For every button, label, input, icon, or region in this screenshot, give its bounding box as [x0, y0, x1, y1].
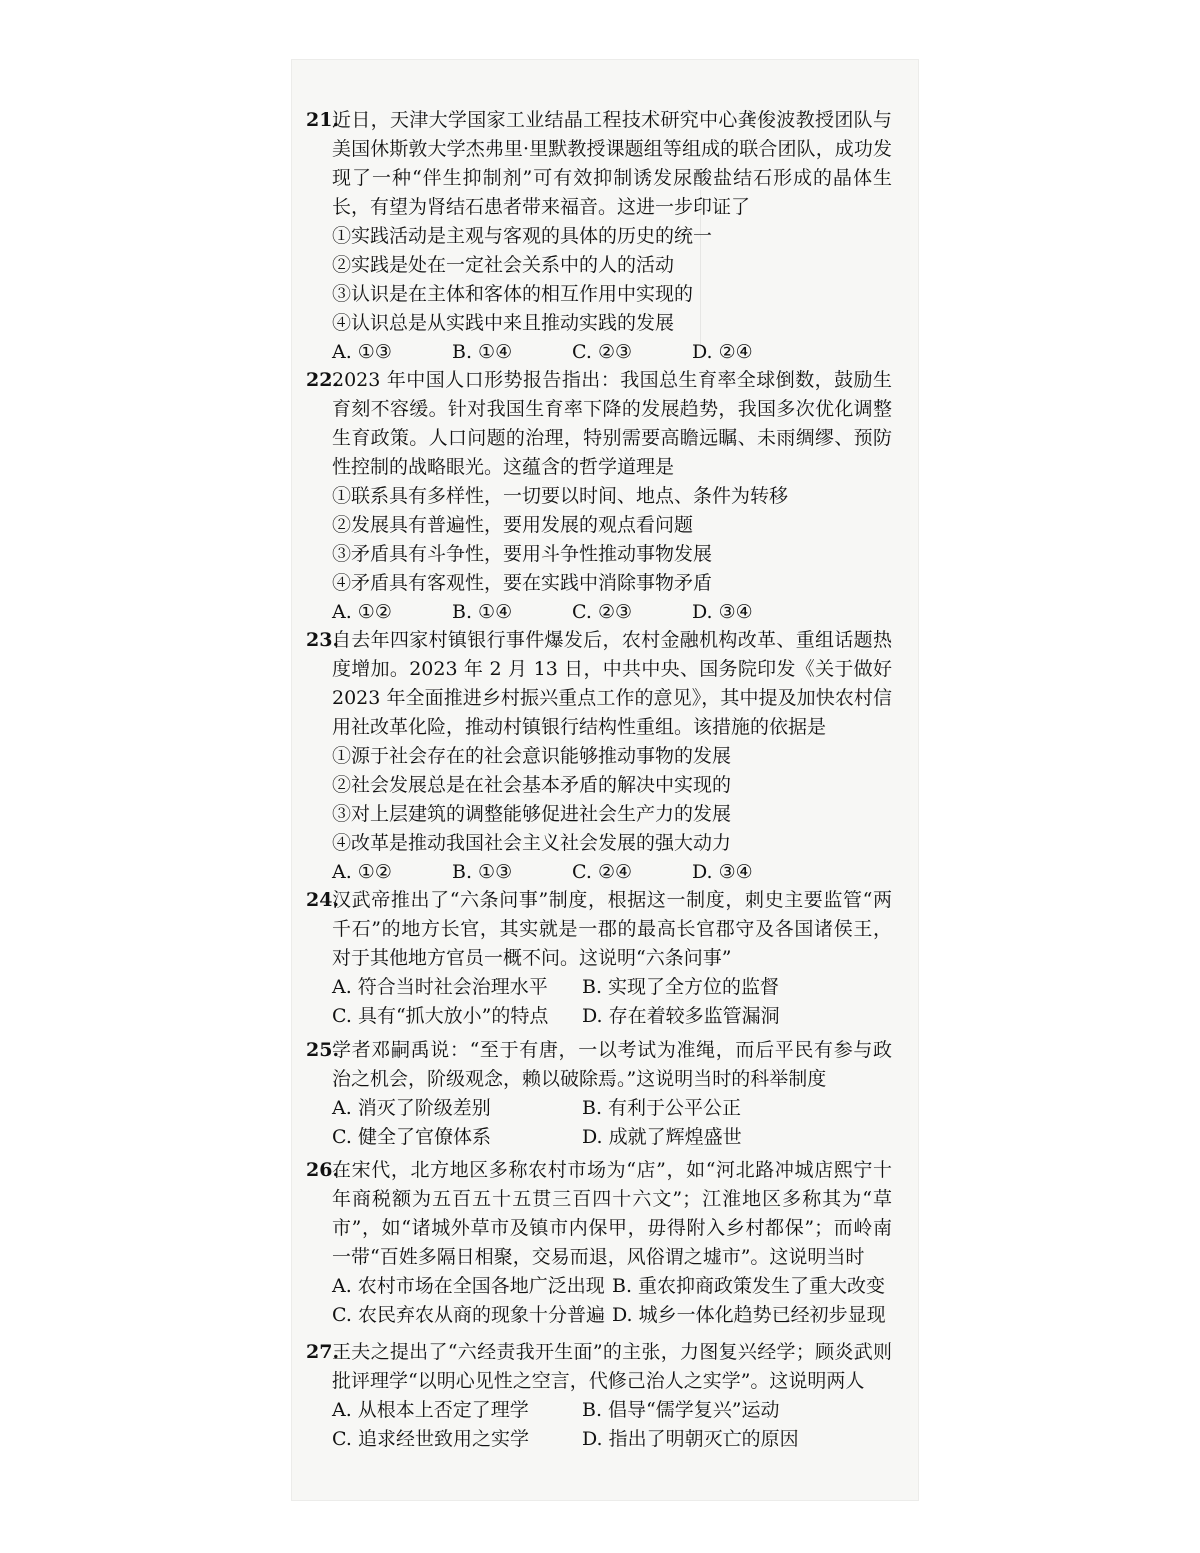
- choice-a: A. 消灭了阶级差别: [332, 1097, 491, 1119]
- stem-text: 王夫之提出了“六经责我开生面”的主张，力图复兴经学；顾炎武则批评理学“以明心见性之空言，代修己治人之实学”。这说明两人: [332, 1341, 892, 1392]
- statement: ①实践活动是主观与客观的具体的历史的统一: [332, 225, 713, 247]
- question-number: 27.: [306, 1341, 340, 1363]
- question-stem: [306, 626, 892, 742]
- statement: ③认识是在主体和客体的相互作用中实现的: [332, 283, 694, 305]
- choice-a: A. ①②: [332, 601, 392, 623]
- choice-d: D. ③④: [692, 861, 753, 883]
- statement: ④改革是推动我国社会主义社会发展的强大动力: [332, 832, 732, 854]
- stem-text: 汉武帝推出了“六条问事”制度，根据这一制度，刺史主要监管“两千石”的地方长官，其实就是一郡的最高长官郡守及各国诸侯王，对于其他地方官员一概不问。这说明“六条问事”: [332, 889, 892, 969]
- choice-c: C. ②④: [572, 861, 633, 883]
- choice-a: A. ①②: [332, 861, 392, 883]
- choice-c: C. 健全了官僚体系: [332, 1126, 491, 1148]
- answer-choices: [306, 1272, 892, 1330]
- stem-text: 学者邓嗣禹说：“至于有唐，一以考试为准绳，而后平民有参与政治之机会，阶级观念，赖以破除焉。”这说明当时的科举制度: [332, 1039, 892, 1090]
- question-26: [306, 1156, 892, 1330]
- question-21: [306, 106, 892, 367]
- question-number: 22.: [306, 369, 340, 391]
- stem-text: 在宋代，北方地区多称农村市场为“店”，如“河北路冲城店熙宁十年商税额为五百五十五贯三百四十六文”；江淮地区多称其为“草市”，如“诸城外草市及镇市内保甲，毋得附入乡村都保”；而岭南一带“百姓多隔日相聚，交易而退，风俗谓之墟市”。这说明当时: [332, 1159, 892, 1268]
- choice-b: B. 实现了全方位的监督: [582, 976, 780, 998]
- answer-choices: [306, 973, 892, 1031]
- answer-choices: [306, 858, 892, 887]
- choice-b: B. 倡导“儒学复兴”运动: [582, 1399, 780, 1421]
- choice-a: A. 符合当时社会治理水平: [332, 976, 548, 998]
- choice-b: B. 有利于公平公正: [582, 1097, 742, 1119]
- choice-c: C. 具有“抓大放小”的特点: [332, 1005, 549, 1027]
- choice-a: A. 农村市场在全国各地广泛出现: [332, 1275, 605, 1297]
- choice-a: A. ①③: [332, 341, 392, 363]
- question-24: [306, 886, 892, 1031]
- statement: ④认识总是从实践中来且推动实践的发展: [332, 312, 675, 334]
- stem-text: 2023 年中国人口形势报告指出：我国总生育率全球倒数，鼓励生育刻不容缓。针对我国生育率下降的发展趋势，我国多次优化调整生育政策。人口问题的治理，特别需要高瞻远瞩、未雨绸缪、预防性控制的战略眼光。这蕴含的哲学道理是: [332, 369, 892, 478]
- question-25: [306, 1036, 892, 1152]
- choice-c: C. ②③: [572, 601, 633, 623]
- choice-c: C. 农民弃农从商的现象十分普遍: [332, 1304, 605, 1326]
- choice-d: D. ②④: [692, 341, 753, 363]
- choice-c: C. 追求经世致用之实学: [332, 1428, 529, 1450]
- question-27: [306, 1338, 892, 1454]
- question-stem: [306, 106, 892, 222]
- question-number: 23.: [306, 629, 340, 651]
- statement: ④矛盾具有客观性，要在实践中消除事物矛盾: [332, 572, 713, 594]
- question-23: [306, 626, 892, 887]
- statement: ②发展具有普遍性，要用发展的观点看问题: [332, 514, 694, 536]
- question-number: 26.: [306, 1159, 340, 1181]
- answer-choices: [306, 1396, 892, 1454]
- choice-b: B. ①④: [452, 341, 513, 363]
- question-stem: [306, 366, 892, 482]
- choice-b: B. 重农抑商政策发生了重大改变: [612, 1275, 886, 1297]
- choice-b: B. ①④: [452, 601, 513, 623]
- question-number: 25.: [306, 1039, 340, 1061]
- statement: ②实践是处在一定社会关系中的人的活动: [332, 254, 675, 276]
- stem-text: 自去年四家村镇银行事件爆发后，农村金融机构改革、重组话题热度增加。2023 年 2 月 13 日，中共中央、国务院印发《关于做好 2023 年全面推进乡村振兴重点工作的意见》，其中提及加快农村信用社改革化险，推动村镇银行结构性重组。该措施的依据是: [332, 629, 892, 738]
- answer-choices: [306, 1094, 892, 1152]
- statement: ②社会发展总是在社会基本矛盾的解决中实现的: [332, 774, 732, 796]
- choice-c: C. ②③: [572, 341, 633, 363]
- question-stem: [306, 1156, 892, 1272]
- question-22: [306, 366, 892, 627]
- question-stem: [306, 886, 892, 973]
- question-stem: [306, 1036, 892, 1094]
- choice-a: A. 从根本上否定了理学: [332, 1399, 529, 1421]
- question-number: 21.: [306, 109, 340, 131]
- question-stem: [306, 1338, 892, 1396]
- statement: ①源于社会存在的社会意识能够推动事物的发展: [332, 745, 732, 767]
- statement: ③矛盾具有斗争性，要用斗争性推动事物发展: [332, 543, 713, 565]
- choice-d: D. 指出了明朝灭亡的原因: [582, 1428, 799, 1450]
- answer-choices: [306, 338, 892, 367]
- question-number: 24.: [306, 889, 340, 911]
- answer-choices: [306, 598, 892, 627]
- statement: ③对上层建筑的调整能够促进社会生产力的发展: [332, 803, 732, 825]
- choice-d: D. 城乡一体化趋势已经初步显现: [612, 1304, 886, 1326]
- stem-text: 近日，天津大学国家工业结晶工程技术研究中心龚俊波教授团队与美国休斯敦大学杰弗里·里默教授课题组等组成的联合团队，成功发现了一种“伴生抑制剂”可有效抑制诱发尿酸盐结石形成的晶体生长，有望为肾结石患者带来福音。这进一步印证了: [332, 109, 892, 218]
- choice-b: B. ①③: [452, 861, 513, 883]
- statement: ①联系具有多样性，一切要以时间、地点、条件为转移: [332, 485, 789, 507]
- choice-d: D. 存在着较多监管漏洞: [582, 1005, 780, 1027]
- choice-d: D. ③④: [692, 601, 753, 623]
- choice-d: D. 成就了辉煌盛世: [582, 1126, 742, 1148]
